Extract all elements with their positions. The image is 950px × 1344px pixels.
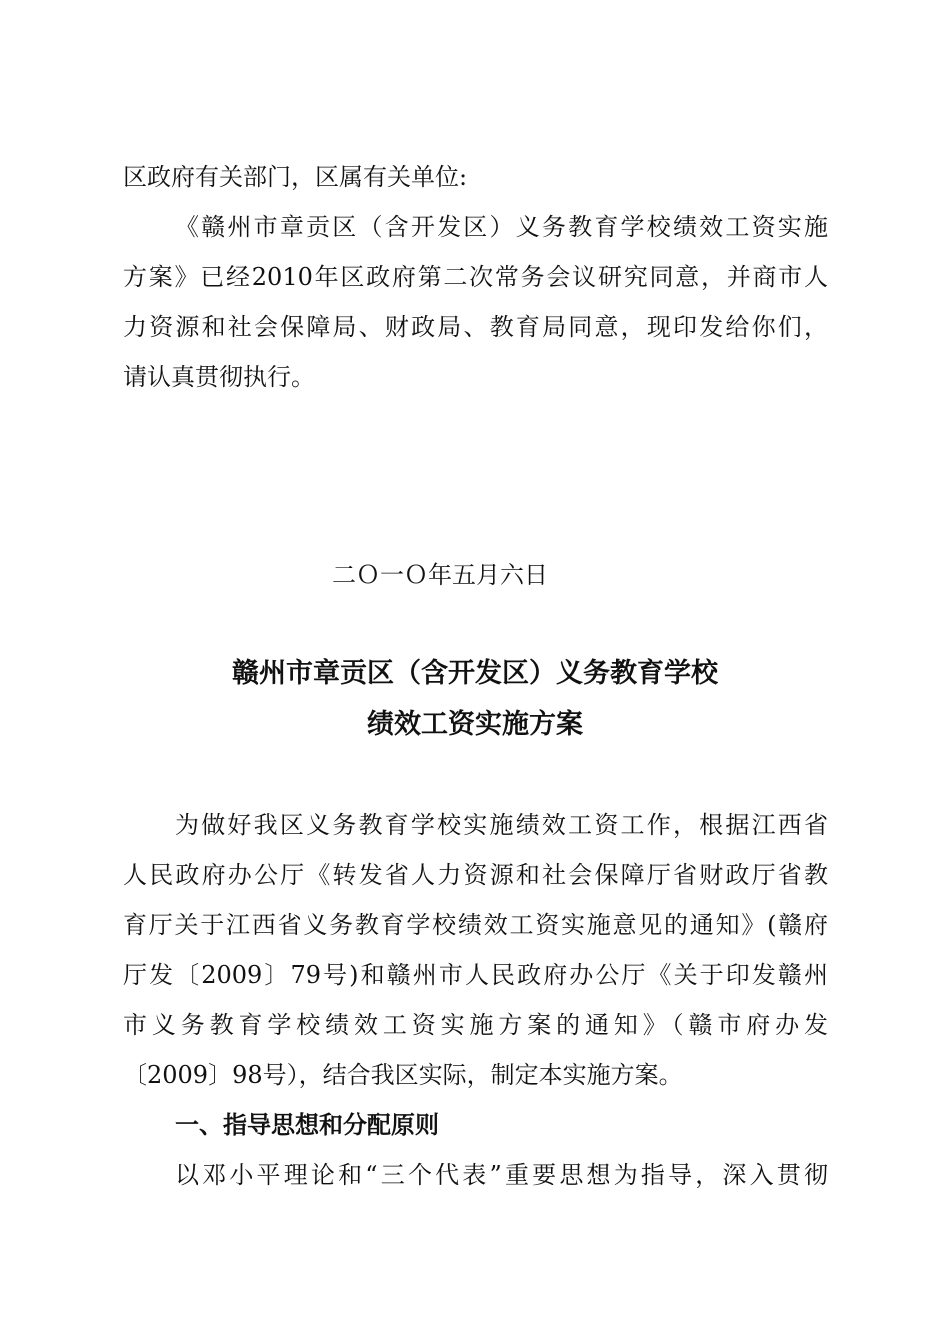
salutation: 区政府有关部门，区属有关单位: bbox=[123, 163, 468, 191]
section-heading: 一、指导思想和分配原则 bbox=[175, 1111, 439, 1139]
intro-line: 厅发〔2009〕79号)和赣州市人民政府办公厅《关于印发赣州 bbox=[123, 961, 828, 989]
notice-body-line: 《赣州市章贡区（含开发区）义务教育学校绩效工资实施 bbox=[175, 213, 828, 241]
intro-line: 〔2009〕98号），结合我区实际，制定本实施方案。 bbox=[123, 1061, 683, 1089]
plan-title-line1: 赣州市章贡区（含开发区）义务教育学校 bbox=[232, 658, 718, 689]
intro-line: 市义务教育学校绩效工资实施方案的通知》（赣市府办发 bbox=[123, 1011, 828, 1039]
plan-title-line2: 绩效工资实施方案 bbox=[367, 709, 583, 740]
notice-body-line: 方案》已经2010年区政府第二次常务会议研究同意，并商市人 bbox=[123, 263, 828, 291]
section-body-line: 以邓小平理论和“三个代表”重要思想为指导，深入贯彻 bbox=[175, 1161, 828, 1189]
notice-date: 二Ｏ一Ｏ年五月六日 bbox=[332, 561, 548, 589]
intro-line: 育厅关于江西省义务教育学校绩效工资实施意见的通知》(赣府 bbox=[123, 911, 828, 939]
notice-body-line: 力资源和社会保障局、财政局、教育局同意，现印发给你们， bbox=[123, 313, 828, 341]
notice-body-line: 请认真贯彻执行。 bbox=[123, 363, 315, 391]
intro-line: 为做好我区义务教育学校实施绩效工资工作，根据江西省 bbox=[175, 811, 828, 839]
intro-line: 人民政府办公厅《转发省人力资源和社会保障厅省财政厅省教 bbox=[123, 861, 828, 889]
